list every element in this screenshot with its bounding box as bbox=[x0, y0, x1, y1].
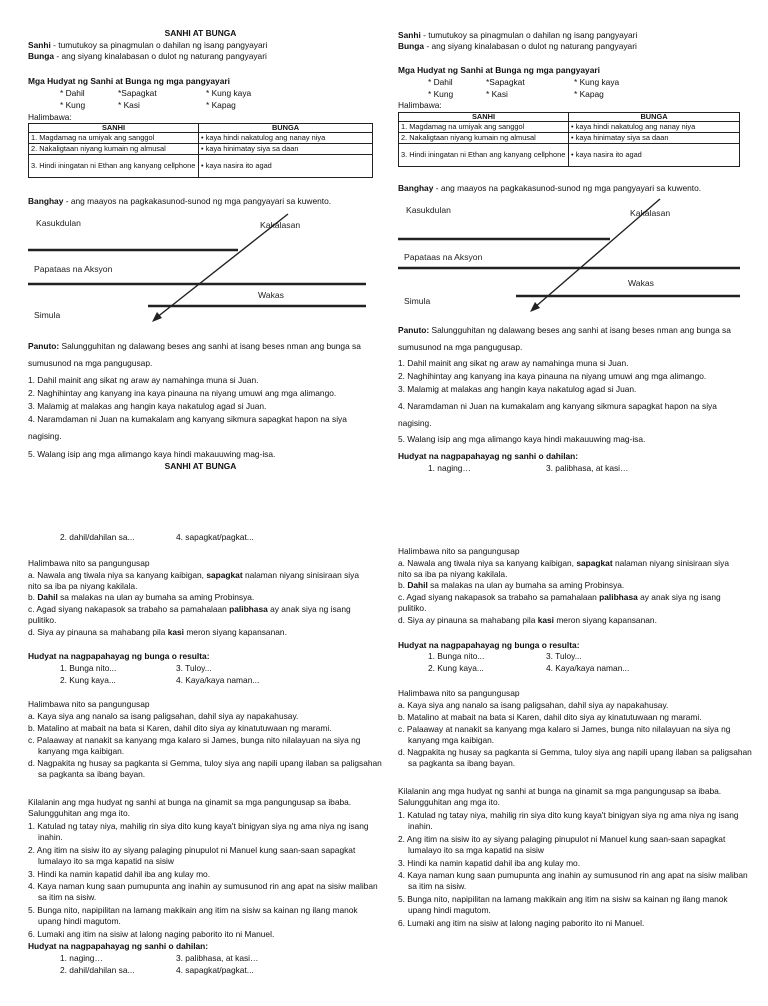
label-kakalasan: Kakalasan bbox=[630, 208, 671, 218]
bunga-hudyat-heading: Hudyat na nagpapahayag ng bunga o resulta: bbox=[28, 651, 210, 661]
panuto-item: 3. Malamig at malakas ang hangin kaya nakatulog agad si Juan. bbox=[28, 401, 267, 411]
sanhi-hudyat-item: 4. sapagkat/pagkat... bbox=[176, 532, 254, 542]
bunga-hudyat-item: 1. Bunga nito... bbox=[428, 651, 485, 661]
table-row: 1. Magdamag na umiyak ang sanggol • kaya hindi nakatulog ang nanay niya bbox=[29, 133, 373, 144]
table-row: 1. Magdamag na umiyak ang sanggol • kaya hindi nakatulog ang nanay niya bbox=[399, 122, 740, 133]
sanhi-example: c. Agad siyang nakapasok sa trabaho sa pamahalaan palibhasa ay anak siya ng isang pulitiko. bbox=[28, 604, 351, 625]
table-header: BUNGA bbox=[199, 124, 373, 133]
panuto-instruction: Panuto: Salungguhitan ng dalawang beses ang sanhi at isang beses nman ang bunga sa sumusunod na mga pangugusap. bbox=[398, 325, 731, 352]
sanhi-example: a. Nawala ang tiwala niya sa kanyang kaibigan, sapagkat nalaman niyang sinisiraan siya nito sa iba pa niyang kakilala. bbox=[28, 570, 360, 591]
halimbawa-heading: Halimbawa nito sa pangungusap bbox=[28, 558, 150, 568]
sanhi-hudyat-item: 1. naging… bbox=[60, 953, 103, 963]
bunga-example: d. Nagpakita ng husay sa pagkanta si Gemma, tuloy siya ang napili upang ilaban sa paligsahan sa pagkanta sa ibang bayan. bbox=[398, 747, 752, 768]
sanhi-example: a. Nawala ang tiwala niya sa kanyang kaibigan, sapagkat nalaman niyang sinisiraan siya nito sa iba pa niyang kakilala. bbox=[398, 558, 730, 579]
sanhi-example: d. Siya ay pinauna sa mahabang pila kasi meron siyang kapansanan. bbox=[28, 627, 287, 637]
sanhi-hudyat-item: 3. palibhasa, at kasi… bbox=[546, 463, 629, 473]
kilalanin-item: 4. Kaya naman kung saan pumupunta ang inahin ay sumusunod rin ang apat na sisiw maliban sa itim na sisiw. bbox=[398, 870, 748, 891]
hudyat-heading: Mga Hudyat ng Sanhi at Bunga ng mga pangyayari bbox=[398, 65, 600, 75]
sanhi-example: c. Agad siyang nakapasok sa trabaho sa pamahalaan palibhasa ay anak siya ng isang pulitiko. bbox=[398, 592, 721, 613]
sanhi-hudyat-item: 4. sapagkat/pagkat... bbox=[176, 965, 254, 975]
banghay-diagram bbox=[28, 212, 373, 332]
kilalanin-item: 4. Kaya naman kung saan pumupunta ang inahin ay sumusunod rin ang apat na sisiw maliban sa itim na sisiw. bbox=[28, 881, 378, 902]
definition-bunga: Bunga - ang siyang kinalabasan o dulot ng naturang pangyayari bbox=[398, 41, 637, 51]
kilalanin-item: 2. Ang itim na sisiw ito ay siyang palaging pinupulot ni Manuel kung saan-saan sapagkat lumalayo ito sa mga kapatid na sisiw bbox=[398, 834, 726, 855]
bunga-hudyat-item: 2. Kung kaya... bbox=[428, 663, 484, 673]
hudyat-item: * Dahil bbox=[60, 88, 85, 98]
panuto-item: 3. Malamig at malakas ang hangin kaya nakatulog agad si Juan. bbox=[398, 384, 637, 394]
table-header: SANHI bbox=[29, 124, 199, 133]
hudyat-item: * Kung kaya bbox=[574, 77, 620, 87]
sanhi-hudyat-item: 3. palibhasa, at kasi… bbox=[176, 953, 259, 963]
sanhi-example: b. Dahil sa malakas na ulan ay bumaha sa aming Probinsya. bbox=[28, 592, 255, 602]
bunga-hudyat-item: 3. Tuloy... bbox=[546, 651, 582, 661]
label-simula: Simula bbox=[34, 310, 61, 320]
kilalanin-item: 3. Hindi ka namin kapatid dahil iba ang kulay mo. bbox=[398, 858, 581, 868]
banghay-definition: Banghay - ang maayos na pagkakasunod-sunod ng mga pangyayari sa kuwento. bbox=[398, 183, 702, 193]
definition-sanhi: Sanhi - tumutukoy sa pinagmulan o dahilan ng isang pangyayari bbox=[398, 30, 638, 40]
table-row: 3. Hindi iningatan ni Ethan ang kanyang cellphone • kaya nasira ito agad bbox=[399, 144, 740, 167]
panuto-item: 2. Naghihintay ang kanyang ina kaya pinauna na niyang umuwi ang mga alimango. bbox=[28, 388, 337, 398]
label-papataas: Papataas na Aksyon bbox=[404, 252, 483, 262]
table-row: 2. Nakaligtaan niyang kumain ng almusal • kaya hinimatay siya sa daan bbox=[29, 144, 373, 155]
hudyat-item: *Sapagkat bbox=[486, 77, 525, 87]
panuto-instruction: Panuto: Salungguhitan ng dalawang beses ang sanhi at isang beses nman ang bunga sa sumusunod na mga pangugusap. bbox=[28, 341, 361, 368]
hudyat-item: * Kasi bbox=[118, 100, 140, 110]
panuto-item: 5. Walang isip ang mga alimango kaya hindi makauuwing mag-isa. bbox=[28, 449, 276, 459]
panuto-item: 4. Naramdaman ni Juan na kumakalam ang kanyang sikmura sapagkat hapon na siya nagising. bbox=[398, 401, 717, 428]
bunga-hudyat-heading: Hudyat na nagpapahayag ng bunga o resulta: bbox=[398, 640, 580, 650]
sanhi-bunga-table bbox=[398, 112, 740, 167]
kilalanin-item: 3. Hindi ka namin kapatid dahil iba ang kulay mo. bbox=[28, 869, 211, 879]
label-simula: Simula bbox=[404, 296, 431, 306]
section-title: SANHI AT BUNGA bbox=[164, 461, 237, 471]
label-kasukdulan: Kasukdulan bbox=[406, 205, 451, 215]
banghay-diagram bbox=[398, 196, 743, 316]
kilalanin-item: 1. Katulad ng tatay niya, mahilig rin siya dito kung kaya't binigyan siya ng ama niya ng isang inahin. bbox=[28, 821, 369, 842]
sanhi-hudyat-item: 2. dahil/dahilan sa... bbox=[60, 532, 135, 542]
hudyat-heading: Mga Hudyat ng Sanhi at Bunga ng mga pangyayari bbox=[28, 76, 230, 86]
panuto-item: 4. Naramdaman ni Juan na kumakalam ang kanyang sikmura sapagkat hapon na siya nagising. bbox=[28, 414, 347, 441]
hudyat-item: * Kung bbox=[428, 89, 454, 99]
kilalanin-item: 5. Bunga nito, napipilitan na lamang makikain ang itim na sisiw sa kainan ng ilang manok upang hindi magutom. bbox=[28, 905, 358, 926]
sanhi-bunga-table bbox=[28, 123, 373, 178]
bunga-example: b. Matalino at mabait na bata si Karen, dahil dito siya ay kinatutuwaan ng marami. bbox=[398, 712, 702, 722]
hudyat-item: * Kapag bbox=[574, 89, 604, 99]
kilalanin-item: 1. Katulad ng tatay niya, mahilig rin siya dito kung kaya't binigyan siya ng ama niya ng isang inahin. bbox=[398, 810, 739, 831]
kilalanin-instruction: Kilalanin ang mga hudyat ng sanhi at bunga na ginamit sa mga pangungusap sa ibaba. Salungguhitan ang mga ito. bbox=[28, 797, 352, 818]
label-wakas: Wakas bbox=[258, 290, 284, 300]
hudyat-item: * Kasi bbox=[486, 89, 508, 99]
arrow-head-icon bbox=[152, 312, 162, 322]
bunga-example: b. Matalino at mabait na bata si Karen, dahil dito siya ay kinatutuwaan ng marami. bbox=[28, 723, 332, 733]
bunga-example: c. Palaaway at nanakit sa kanyang mga kalaro si James, bunga nito nilalayuan na siya ng kanyang mga kaibigan. bbox=[398, 724, 731, 745]
table-row: 2. Nakaligtaan niyang kumain ng almusal • kaya hinimatay siya sa daan bbox=[399, 133, 740, 144]
panuto-item: 5. Walang isip ang mga alimango kaya hindi makauuwing mag-isa. bbox=[398, 434, 646, 444]
sanhi-hudyat-heading: Hudyat na nagpapahayag ng sanhi o dahilan: bbox=[398, 451, 579, 461]
kilalanin-instruction: Kilalanin ang mga hudyat ng sanhi at bunga na ginamit sa mga pangungusap sa ibaba. Salungguhitan ang mga ito. bbox=[398, 786, 722, 807]
bunga-hudyat-item: 4. Kaya/kaya naman... bbox=[546, 663, 630, 673]
label-kasukdulan: Kasukdulan bbox=[36, 218, 81, 228]
halimbawa-heading: Halimbawa nito sa pangungusap bbox=[398, 688, 520, 698]
bunga-hudyat-item: 3. Tuloy... bbox=[176, 663, 212, 673]
hudyat-item: * Kung bbox=[60, 100, 86, 110]
banghay-definition: Banghay - ang maayos na pagkakasunod-sunod ng mga pangyayari sa kuwento. bbox=[28, 196, 332, 206]
bunga-hudyat-item: 1. Bunga nito... bbox=[60, 663, 117, 673]
page-title: SANHI AT BUNGA bbox=[164, 28, 237, 38]
halimbawa-heading: Halimbawa nito sa pangungusap bbox=[28, 699, 150, 709]
sanhi-example: d. Siya ay pinauna sa mahabang pila kasi meron siyang kapansanan. bbox=[398, 615, 657, 625]
halimbawa-label: Halimbawa: bbox=[398, 100, 442, 110]
bunga-example: d. Nagpakita ng husay sa pagkanta si Gemma, tuloy siya ang napili upang ilaban sa paligsahan sa pagkanta sa ibang bayan. bbox=[28, 758, 382, 779]
panuto-item: 1. Dahil mainit ang sikat ng araw ay namahinga muna si Juan. bbox=[28, 375, 259, 385]
panuto-item: 1. Dahil mainit ang sikat ng araw ay namahinga muna si Juan. bbox=[398, 358, 629, 368]
label-kakalasan: Kakalasan bbox=[260, 220, 301, 230]
bunga-example: c. Palaaway at nanakit sa kanyang mga kalaro si James, bunga nito nilalayuan na siya ng kanyang mga kaibigan. bbox=[28, 735, 361, 756]
kilalanin-item: 2. Ang itim na sisiw ito ay siyang palaging pinupulot ni Manuel kung saan-saan sapagkat lumalayo ito sa mga kapatid na sisiw bbox=[28, 845, 356, 866]
sanhi-example: b. Dahil sa malakas na ulan ay bumaha sa aming Probinsya. bbox=[398, 580, 625, 590]
hudyat-item: * Dahil bbox=[428, 77, 453, 87]
kilalanin-item: 6. Lumaki ang itim na sisiw at lalong naging paborito ito ni Manuel. bbox=[28, 929, 275, 939]
hudyat-item: * Kung kaya bbox=[206, 88, 252, 98]
bunga-hudyat-item: 4. Kaya/kaya naman... bbox=[176, 675, 260, 685]
definition-bunga: Bunga - ang siyang kinalabasan o dulot ng naturang pangyayari bbox=[28, 51, 267, 61]
bunga-hudyat-item: 2. Kung kaya... bbox=[60, 675, 116, 685]
bunga-example: a. Kaya siya ang nanalo sa isang paligsahan, dahil siya ay napakahusay. bbox=[28, 711, 299, 721]
definition-sanhi: Sanhi - tumutukoy sa pinagmulan o dahilan ng isang pangyayari bbox=[28, 40, 268, 50]
sanhi-hudyat-item: 1. naging… bbox=[428, 463, 471, 473]
table-row: 3. Hindi iningatan ni Ethan ang kanyang cellphone • kaya nasira ito agad bbox=[29, 155, 373, 178]
hudyat-item: *Sapagkat bbox=[118, 88, 157, 98]
sanhi-hudyat-heading: Hudyat na nagpapahayag ng sanhi o dahilan: bbox=[28, 941, 209, 951]
hudyat-item: * Kapag bbox=[206, 100, 236, 110]
sanhi-hudyat-item: 2. dahil/dahilan sa... bbox=[60, 965, 135, 975]
halimbawa-label: Halimbawa: bbox=[28, 112, 72, 122]
bunga-example: a. Kaya siya ang nanalo sa isang paligsahan, dahil siya ay napakahusay. bbox=[398, 700, 669, 710]
kilalanin-item: 5. Bunga nito, napipilitan na lamang makikain ang itim na sisiw sa kainan ng ilang manok upang hindi magutom. bbox=[398, 894, 728, 915]
panuto-item: 2. Naghihintay ang kanyang ina kaya pinauna na niyang umuwi ang mga alimango. bbox=[398, 371, 707, 381]
label-wakas: Wakas bbox=[628, 278, 654, 288]
kilalanin-item: 6. Lumaki ang itim na sisiw at lalong naging paborito ito ni Manuel. bbox=[398, 918, 645, 928]
label-papataas: Papataas na Aksyon bbox=[34, 264, 113, 274]
table-header: BUNGA bbox=[569, 113, 740, 122]
table-header: SANHI bbox=[399, 113, 569, 122]
halimbawa-heading: Halimbawa nito sa pangungusap bbox=[398, 546, 520, 556]
